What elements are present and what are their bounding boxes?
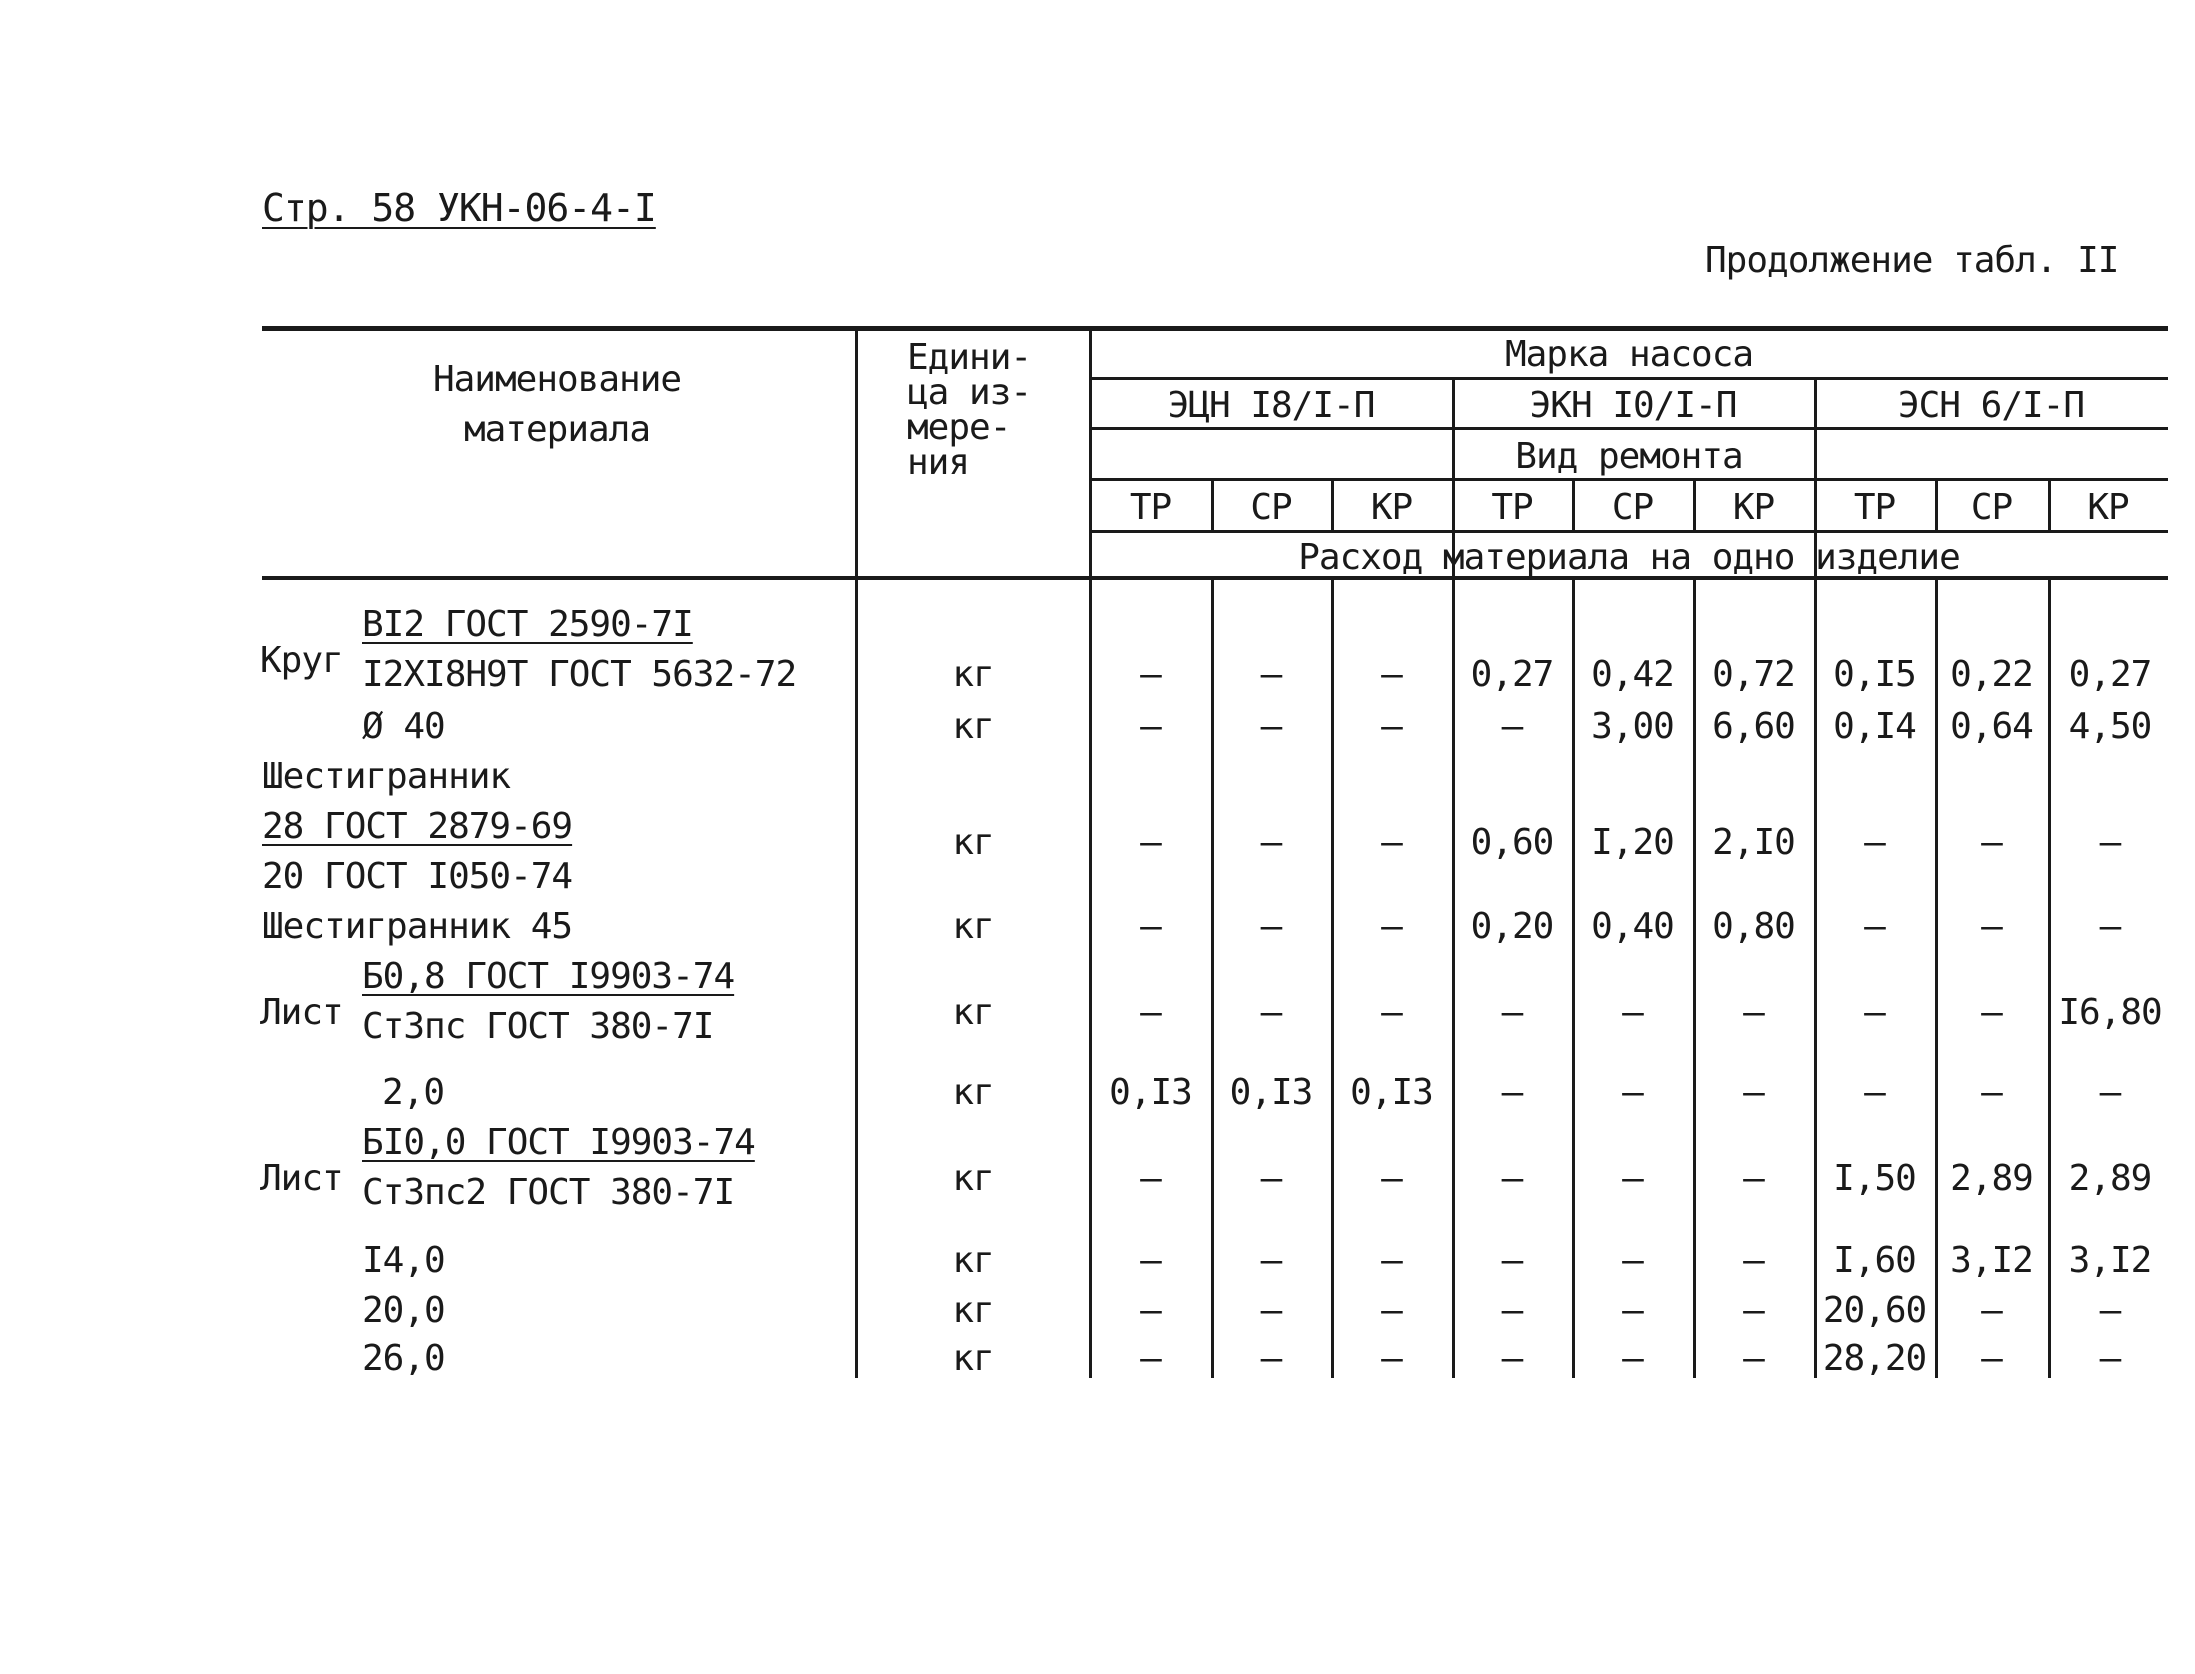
- table-continuation-label: Продолжение табл. II: [1705, 240, 2119, 281]
- value-cell: I6,80: [2058, 992, 2162, 1033]
- value-cell: –: [1381, 1240, 1402, 1281]
- value-cell: 0,27: [1470, 654, 1554, 695]
- header-unit-line2: ца из-: [907, 372, 1032, 413]
- value-cell: –: [1381, 992, 1402, 1033]
- material-list1-spec1: Б0,8 ГОСТ I9903-74: [362, 956, 735, 997]
- value-cell: 0,I3: [1109, 1072, 1192, 1113]
- header-repair-col-1: ТР: [1129, 487, 1172, 528]
- value-cell: 0,I5: [1833, 654, 1916, 695]
- col-divider-pump1-pump2: [1452, 378, 1455, 1378]
- page-reference: Стр. 58 УКН-06-4-I: [262, 186, 656, 230]
- unit-cell: кг: [952, 706, 994, 747]
- value-cell: –: [1622, 1290, 1643, 1331]
- header-material-name-line1: Наименование: [432, 359, 682, 400]
- value-cell: –: [1501, 1072, 1523, 1113]
- value-cell: –: [1981, 822, 2002, 863]
- header-repair-col-7: ТР: [1853, 487, 1896, 528]
- value-cell: 0,80: [1712, 906, 1795, 947]
- value-cell: –: [1622, 1240, 1643, 1281]
- value-cell: I,60: [1833, 1240, 1916, 1281]
- value-cell: –: [1260, 1158, 1282, 1199]
- value-cell: –: [1260, 992, 1282, 1033]
- value-cell: –: [1501, 992, 1523, 1033]
- value-cell: 3,I2: [2068, 1240, 2152, 1281]
- value-cell: 2,89: [2068, 1158, 2152, 1199]
- value-cell: –: [1981, 906, 2002, 947]
- pump-brand-rule: [1090, 377, 2168, 380]
- value-cell: –: [1381, 706, 1402, 747]
- material-thk-14-0: I4,0: [362, 1240, 445, 1281]
- header-consumption: Расход материала на одно изделие: [1298, 537, 1960, 578]
- value-cell: –: [1260, 1338, 1282, 1379]
- value-cell: I,50: [1833, 1158, 1916, 1199]
- value-cell: 0,60: [1470, 822, 1554, 863]
- value-cell: 0,I3: [1229, 1072, 1313, 1113]
- header-pump-3: ЭСН 6/I-П: [1897, 385, 2085, 426]
- value-cell: –: [1743, 1072, 1764, 1113]
- material-d40: Ø 40: [362, 706, 445, 747]
- value-cell: –: [2099, 1338, 2121, 1379]
- repair-cols-rule: [1090, 530, 2168, 533]
- value-cell: –: [1864, 992, 1885, 1033]
- material-hex-title: Шестигранник: [262, 756, 511, 797]
- table-top-rule: [262, 326, 2168, 331]
- value-cell: –: [1622, 1072, 1643, 1113]
- pump-names-rule: [1090, 427, 2168, 430]
- value-cell: I,20: [1591, 822, 1674, 863]
- value-cell: 0,72: [1712, 654, 1795, 695]
- value-cell: –: [1381, 1158, 1402, 1199]
- value-cell: –: [1140, 1338, 1161, 1379]
- value-cell: –: [1381, 1290, 1402, 1331]
- header-unit-line1: Едини-: [907, 337, 1032, 378]
- value-cell: –: [1140, 906, 1161, 947]
- material-list2-spec2: Ст3пс2 ГОСТ 380-7I: [362, 1172, 735, 1213]
- header-material-name-line2: материала: [463, 409, 651, 450]
- value-cell: –: [1140, 1240, 1161, 1281]
- header-material-name: [262, 355, 852, 455]
- material-list2: Лист: [260, 1158, 343, 1199]
- value-cell: –: [1260, 822, 1282, 863]
- header-unit-line3: мере-: [907, 407, 1011, 448]
- header-repair-col-8: СР: [1970, 487, 2013, 528]
- value-cell: –: [1864, 1072, 1885, 1113]
- header-pump-2: ЭКН I0/I-П: [1529, 385, 1737, 426]
- value-cell: –: [1260, 1240, 1282, 1281]
- value-cell: 6,60: [1712, 706, 1795, 747]
- value-cell: –: [1864, 906, 1885, 947]
- unit-cell: кг: [952, 992, 994, 1033]
- material-hex-spec2: 20 ГОСТ I050-74: [262, 856, 573, 897]
- material-thk-26-0: 26,0: [362, 1338, 445, 1379]
- value-cell: –: [1381, 822, 1402, 863]
- material-hex-spec1: 28 ГОСТ 2879-69: [262, 806, 573, 847]
- header-unit: [907, 337, 1032, 483]
- value-cell: –: [1140, 1290, 1161, 1331]
- header-repair-type: Вид ремонта: [1515, 436, 1743, 477]
- material-thk-2-0: 2,0: [382, 1072, 445, 1113]
- value-cell: –: [1501, 1290, 1523, 1331]
- value-cell: 0,64: [1950, 706, 2033, 747]
- value-cell: –: [1743, 1338, 1764, 1379]
- value-cell: –: [1981, 992, 2002, 1033]
- header-repair-col-2: СР: [1250, 487, 1292, 528]
- unit-cell: кг: [952, 906, 994, 947]
- value-cell: 3,00: [1591, 706, 1674, 747]
- value-cell: –: [1981, 1072, 2002, 1113]
- unit-cell: кг: [952, 1158, 994, 1199]
- value-cell: –: [1260, 654, 1282, 695]
- material-hex45: Шестигранник 45: [262, 906, 573, 947]
- value-cell: 20,60: [1822, 1290, 1927, 1331]
- value-cell: 2,I0: [1712, 822, 1795, 863]
- material-thk-20-0: 20,0: [362, 1290, 445, 1331]
- material-list1: Лист: [260, 992, 343, 1033]
- repair-type-rule: [1090, 478, 2168, 481]
- col-divider-pump2-pump3: [1814, 378, 1817, 1378]
- header-repair-col-5: СР: [1611, 487, 1654, 528]
- value-cell: –: [1260, 906, 1282, 947]
- header-repair-col-4: ТР: [1491, 487, 1533, 528]
- value-cell: 4,50: [2068, 706, 2152, 747]
- value-cell: –: [1260, 1290, 1282, 1331]
- value-cell: –: [1501, 706, 1523, 747]
- value-cell: –: [1743, 992, 1764, 1033]
- value-cell: 0,I3: [1350, 1072, 1433, 1113]
- value-cell: –: [1743, 1158, 1764, 1199]
- header-repair-col-9: КР: [2087, 487, 2129, 528]
- value-cell: 0,27: [2068, 654, 2152, 695]
- value-cell: –: [1140, 1158, 1161, 1199]
- value-cell: –: [1501, 1240, 1523, 1281]
- value-cell: 3,I2: [1950, 1240, 2033, 1281]
- unit-cell: кг: [952, 1240, 994, 1281]
- value-cell: –: [2099, 1290, 2121, 1331]
- value-cell: –: [2099, 1072, 2121, 1113]
- value-cell: –: [1381, 1338, 1402, 1379]
- material-krug-spec1: BI2 ГОСТ 2590-7I: [362, 604, 693, 645]
- value-cell: 0,42: [1591, 654, 1674, 695]
- value-cell: –: [1743, 1240, 1764, 1281]
- material-list2-spec1: БI0,0 ГОСТ I9903-74: [362, 1122, 755, 1163]
- header-repair-col-6: КР: [1732, 487, 1775, 528]
- header-pump-1: ЭЦН I8/I-П: [1167, 385, 1375, 426]
- header-repair-col-3: КР: [1370, 487, 1413, 528]
- value-cell: –: [1501, 1158, 1523, 1199]
- value-cell: 0,20: [1470, 906, 1554, 947]
- value-cell: –: [1622, 992, 1643, 1033]
- unit-cell: кг: [952, 822, 994, 863]
- header-unit-line4: ния: [907, 442, 970, 483]
- value-cell: –: [1381, 906, 1402, 947]
- material-krug: Круг: [260, 640, 343, 681]
- value-cell: –: [1622, 1158, 1643, 1199]
- unit-cell: кг: [952, 1338, 994, 1379]
- value-cell: –: [1743, 1290, 1764, 1331]
- material-list1-spec2: Ст3пс ГОСТ 380-7I: [362, 1006, 714, 1047]
- value-cell: 2,89: [1950, 1158, 2033, 1199]
- value-cell: –: [1981, 1290, 2002, 1331]
- value-cell: –: [1260, 706, 1282, 747]
- unit-cell: кг: [952, 654, 994, 695]
- unit-cell: кг: [952, 1072, 994, 1113]
- value-cell: –: [1140, 706, 1161, 747]
- material-krug-spec2: I2XI8H9T ГОСТ 5632-72: [362, 654, 797, 695]
- value-cell: 0,I4: [1833, 706, 1916, 747]
- header-pump-brand: Марка насоса: [1504, 334, 1754, 375]
- unit-cell: кг: [952, 1290, 994, 1331]
- value-cell: 28,20: [1822, 1338, 1927, 1379]
- value-cell: 0,22: [1950, 654, 2033, 695]
- value-cell: 0,40: [1591, 906, 1674, 947]
- value-cell: –: [2099, 822, 2121, 863]
- value-cell: –: [1981, 1338, 2002, 1379]
- value-cell: –: [1622, 1338, 1643, 1379]
- value-cell: –: [1381, 654, 1402, 695]
- value-cell: –: [1140, 992, 1161, 1033]
- value-cell: –: [1501, 1338, 1523, 1379]
- value-cell: –: [2099, 906, 2121, 947]
- value-cell: –: [1864, 822, 1885, 863]
- value-cell: –: [1140, 654, 1161, 695]
- value-cell: –: [1140, 822, 1161, 863]
